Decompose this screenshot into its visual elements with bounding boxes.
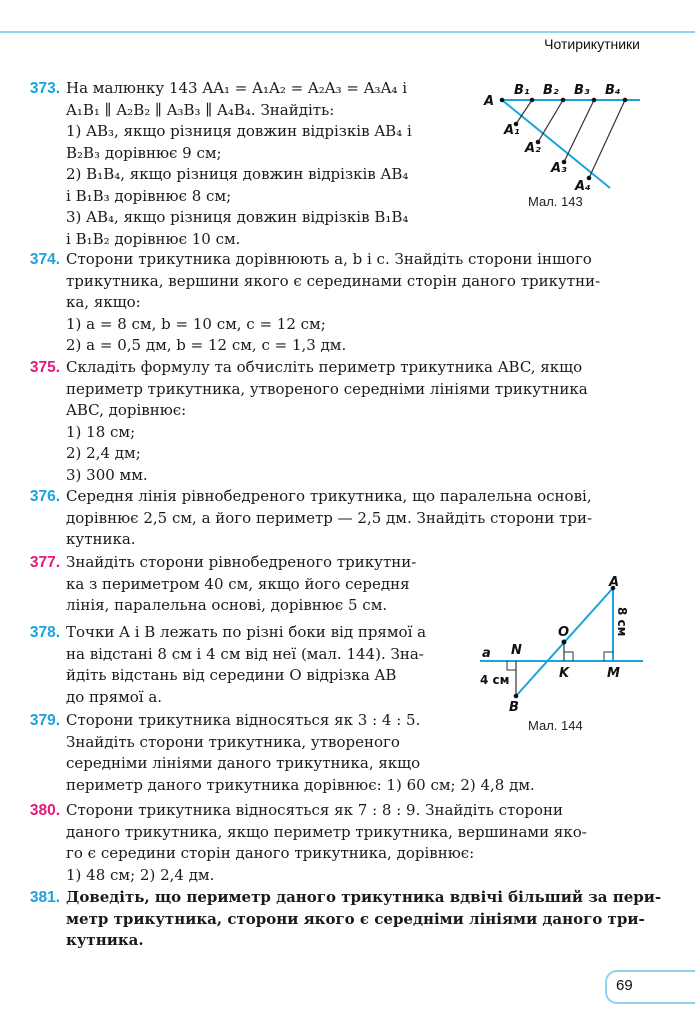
label-b: B xyxy=(509,700,519,715)
label-4cm: 4 см xyxy=(480,673,510,687)
label-a: A xyxy=(609,575,620,590)
label-o: O xyxy=(558,625,570,640)
problem-377 xyxy=(29,552,466,617)
label-a1: A₁ xyxy=(504,123,520,138)
problem-line: і B₁B₃ дорівнює 8 см; xyxy=(66,186,232,205)
problem-line: A₁B₁ ∥ A₂B₂ ∥ A₃B₃ ∥ A₄B₄. Знайдіть: xyxy=(66,100,335,119)
problem-number: 375. xyxy=(29,359,60,376)
label-m: M xyxy=(607,666,620,681)
problem-number: 374. xyxy=(29,251,60,268)
problem-line: периметр даного трикутника дорівнює: 1) 60 см; 2) 4,8 дм. xyxy=(66,775,535,794)
segment-a4b4 xyxy=(589,100,625,178)
label-line-a: a xyxy=(482,646,491,661)
problem-line: на відстані 8 см і 4 см від неї (мал. 144). Зна- xyxy=(66,644,424,663)
problem-number: 376. xyxy=(29,488,60,505)
problem-line: Точки A і B лежать по різні боки від прямої a xyxy=(66,623,427,641)
problem-line: 2) a = 0,5 дм, b = 12 см, c = 1,3 дм. xyxy=(66,336,347,354)
problem-number: 373. xyxy=(29,80,60,97)
problem-line: периметр трикутника, утвореного середніми лініями трикутника xyxy=(66,379,588,398)
problem-number: 378. xyxy=(29,624,60,641)
problem-line: 3) 300 мм. xyxy=(66,465,148,484)
header-rule xyxy=(0,31,695,33)
problem-line: 1) AB₃, якщо різниця довжин відрізків AB₄ і xyxy=(66,122,412,140)
label-a4: A₄ xyxy=(575,179,591,193)
problem-number: 377. xyxy=(29,554,60,571)
problem-line: 1) a = 8 см, b = 10 см, c = 12 см; xyxy=(66,314,326,333)
label-a3: A₃ xyxy=(551,161,567,176)
problem-line: даного трикутника, якщо периметр трикутника, вершинами яко- xyxy=(66,822,587,841)
problem-line: 1) 48 см; 2) 2,4 дм. xyxy=(66,865,215,884)
problem-376 xyxy=(29,486,646,551)
section-title: Чотирикутники xyxy=(544,36,640,52)
label-a2: A₂ xyxy=(525,141,541,156)
problem-line: йдіть відстань від середини O відрізка AB xyxy=(66,666,397,684)
point-b2 xyxy=(561,98,566,103)
label-b1: B₁ xyxy=(514,83,530,98)
page-number: 69 xyxy=(616,977,633,994)
problem-line: Доведіть, що периметр даного трикутника вдвічі більший за пери- xyxy=(66,888,662,906)
problem-381 xyxy=(29,887,662,952)
problem-374 xyxy=(29,249,646,357)
problem-line: до прямої a. xyxy=(66,687,163,706)
point-b3 xyxy=(592,98,597,103)
problem-line: 3) AB₄, якщо різниця довжин відрізків B₁B₄ xyxy=(66,208,409,226)
label-k: K xyxy=(559,666,570,681)
problem-line: На малюнку 143 AA₁ = A₁A₂ = A₂A₃ = A₃A₄ і xyxy=(66,79,407,97)
problem-line: метр трикутника, сторони якого є середніми лініями даного три- xyxy=(66,909,645,928)
point-o xyxy=(562,640,567,645)
problem-number: 381. xyxy=(29,889,60,906)
segment-a2b2 xyxy=(538,100,563,142)
point-b xyxy=(514,694,519,699)
problem-line: 2) B₁B₄, якщо різниця довжин відрізків AB₄ xyxy=(66,165,409,183)
problem-line: середніми лініями даного трикутника, якщо xyxy=(66,754,421,772)
problem-line: Знайдіть сторони рівнобедреного трикутни- xyxy=(66,553,417,571)
figure-144-caption: Мал. 144 xyxy=(528,718,583,733)
problem-line: ка, якщо: xyxy=(66,293,141,311)
problem-line: і B₁B₂ дорівнює 10 см. xyxy=(66,229,241,248)
problem-line: дорівнює 2,5 см, а його периметр — 2,5 дм. Знайдіть сторони три- xyxy=(66,508,593,527)
problem-line: трикутника, вершини якого є серединами сторін даного трикутни- xyxy=(66,271,601,290)
figure-143-diagram xyxy=(478,78,648,193)
problem-line: Складіть формулу та обчисліть периметр трикутника ABC, якщо xyxy=(66,358,583,376)
point-b4 xyxy=(623,98,628,103)
problem-line: го є середини сторін даного трикутника, дорівнює: xyxy=(66,844,475,862)
figure-144-diagram xyxy=(478,575,648,715)
problem-line: ABC, дорівнює: xyxy=(66,401,187,419)
right-angle-m xyxy=(604,652,613,661)
problem-378 xyxy=(29,622,466,708)
point-b1 xyxy=(530,98,535,103)
problem-line: лінія, паралельна основі, дорівнює 5 см. xyxy=(66,596,388,614)
problem-line: ка з периметром 40 см, якщо його середня xyxy=(66,574,410,593)
problem-line: B₂B₃ дорівнює 9 см; xyxy=(66,143,222,162)
label-b4: B₄ xyxy=(605,83,621,98)
label-b3: B₃ xyxy=(574,83,590,98)
problem-number: 380. xyxy=(29,802,60,819)
problem-line: Середня лінія рівнобедреного трикутника, що паралельна основі, xyxy=(66,487,592,505)
problem-380 xyxy=(29,800,646,886)
figure-143 xyxy=(478,78,648,218)
problem-375 xyxy=(29,357,646,486)
label-b2: B₂ xyxy=(543,83,559,98)
segment-a3b3 xyxy=(564,100,594,162)
right-angle-n xyxy=(507,661,516,670)
problem-line: Сторони трикутника дорівнюють a, b і c. Знайдіть сторони іншого xyxy=(66,250,592,268)
problem-line: 1) 18 см; xyxy=(66,422,136,441)
problem-line: 2) 2,4 дм; xyxy=(66,444,141,462)
problem-373 xyxy=(29,78,466,250)
problem-line: Сторони трикутника відносяться як 3 : 4 : 5. xyxy=(66,711,421,729)
label-a: A xyxy=(484,94,495,109)
label-n: N xyxy=(511,643,522,658)
problem-number: 379. xyxy=(29,712,60,729)
problem-line: кутника. xyxy=(66,530,136,548)
problem-379 xyxy=(29,710,646,796)
problem-line: Знайдіть сторони трикутника, утвореного xyxy=(66,732,400,751)
figure-143-caption: Мал. 143 xyxy=(528,194,583,209)
right-angle-k xyxy=(564,652,573,661)
label-8cm: 8 см xyxy=(615,607,629,637)
problem-line: Сторони трикутника відносяться як 7 : 8 : 9. Знайдіть сторони xyxy=(66,801,564,819)
segment-a1b1 xyxy=(516,100,532,124)
point-a xyxy=(500,98,505,103)
problem-line: кутника. xyxy=(66,931,144,949)
